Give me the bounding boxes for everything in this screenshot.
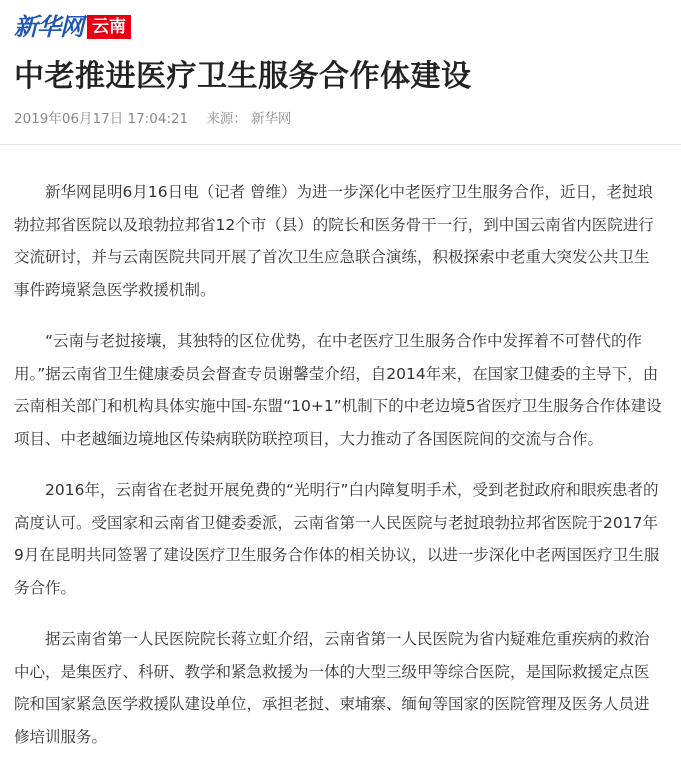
divider: [0, 144, 681, 145]
xinhua-logo[interactable]: 新华网: [14, 12, 83, 41]
paragraph: 2016年，云南省在老挝开展免费的“光明行”白内障复明手术，受到老挝政府和眼疾患者的高度认可。受国家和云南省卫健委委派，云南省第一人民医院与老挝琅勃拉邦省医院于2017年9月在昆明共同签署了建设医疗卫生服务合作体的相关协议，以进一步深化中老两国医疗卫生服务合作。: [14, 481, 660, 597]
paragraph: 据云南省第一人民医院院长蒋立虹介绍，云南省第一人民医院为省内疑难危重疾病的救治中心，是集医疗、科研、教学和紧急救援为一体的大型三级甲等综合医院，是国际救援定点医院和国家紧急医学救援队建设单位，承担老挝、柬埔寨、缅甸等国家的医院管理及医务人员进修培训服务。: [14, 630, 650, 746]
paragraph: “云南与老挝接壤，其独特的区位优势，在中老医疗卫生服务合作中发挥着不可替代的作用。”据云南省卫生健康委员会督查专员谢馨莹介绍，自2014年来，在国家卫健委的主导下，由云南相关部门和机构具体实施中国-东盟“10+1”机制下的中老边境5省医疗卫生服务合作体建设项目、中老越缅边境地区传染病联防联控项目，大力推动了各国医院间的交流与合作。: [14, 332, 662, 448]
article-title: 中老推进医疗卫生服务合作体建设: [14, 59, 472, 94]
source-info: [206, 111, 291, 127]
article-body: [14, 176, 664, 763]
publish-datetime: 2019年06月17日 17:04:21: [14, 111, 189, 127]
source-name: 新华网: [250, 111, 292, 127]
site-header: [14, 10, 131, 44]
region-badge[interactable]: 云南: [87, 15, 131, 39]
source-label: 来源：: [206, 111, 247, 127]
article-meta: [14, 110, 305, 128]
paragraph: 新华网昆明6月16日电（记者 曾维）为进一步深化中老医疗卫生服务合作，近日，老挝琅勃拉邦省医院以及琅勃拉邦省12个市（县）的院长和医务骨干一行，到中国云南省内医院进行交流研讨，并与云南医院共同开展了首次卫生应急联合演练，积极探索中老重大突发公共卫生事件跨境紧急医学救援机制。: [14, 183, 654, 299]
